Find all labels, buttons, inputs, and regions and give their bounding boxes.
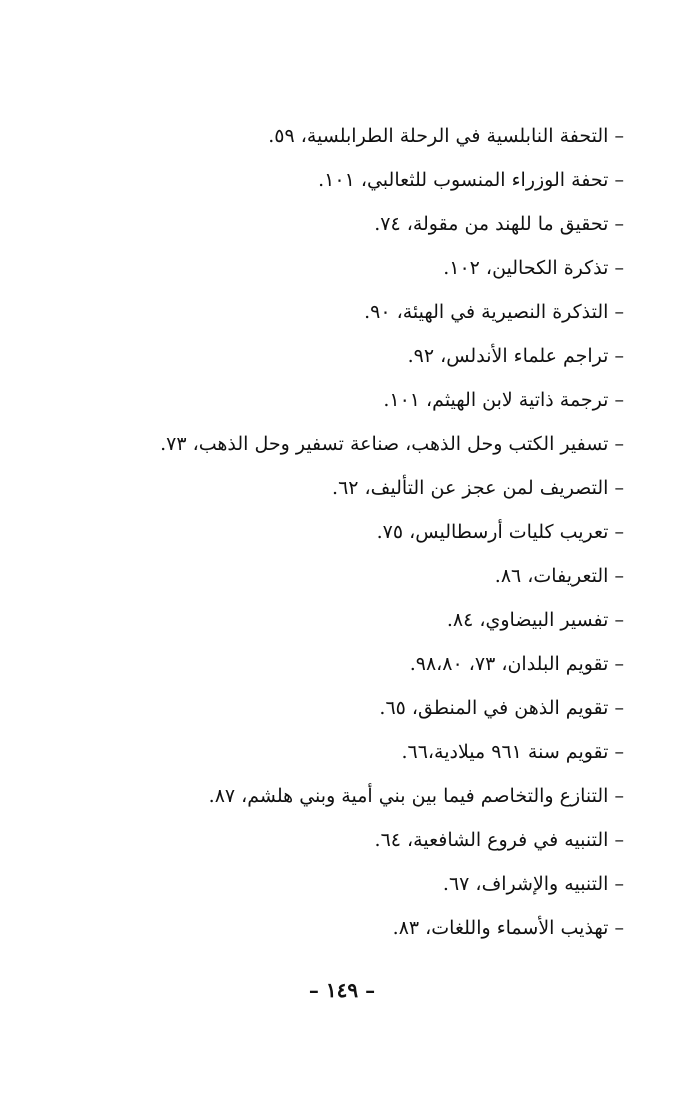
index-entry: – تحقيق ما للهند من مقولة، ٧٤. (374, 213, 624, 235)
index-entry: – ترجمة ذاتية لابن الهيثم، ١٠١. (383, 389, 624, 411)
index-entry: – تعريب كليات أرسطاليس، ٧٥. (376, 521, 624, 543)
index-entry: – تقويم سنة ٩٦١ ميلادية،٦٦. (401, 741, 624, 763)
index-entry: – تحفة الوزراء المنسوب للثعالبي، ١٠١. (318, 169, 624, 191)
index-entry: – التنبيه والإشراف، ٦٧. (442, 873, 624, 895)
index-entry: – تفسير البيضاوي، ٨٤. (446, 609, 624, 631)
page-number: – ١٤٩ – (308, 978, 376, 1002)
index-entry: – التنازع والتخاصم فيما بين بني أمية وبني هلشم، ٨٧. (208, 785, 624, 807)
index-entry: – تهذيب الأسماء واللغات، ٨٣. (392, 917, 624, 939)
index-list (64, 118, 624, 954)
index-entry: – تذكرة الكحالين، ١٠٢. (443, 257, 624, 279)
index-entry: – التصريف لمن عجز عن التأليف، ٦٢. (332, 477, 624, 499)
index-entry: – تقويم البلدان، ٧٣، ٩٨،٨٠. (409, 653, 624, 675)
index-entry: – تقويم الذهن في المنطق، ٦٥. (379, 697, 624, 719)
index-entry: – التنبيه في فروع الشافعية، ٦٤. (374, 829, 624, 851)
index-entry: – تسفير الكتب وحل الذهب، صناعة تسفير وحل الذهب، ٧٣. (160, 433, 624, 455)
index-entry: – تراجم علماء الأندلس، ٩٢. (407, 345, 624, 367)
index-entry: – التذكرة النصيرية في الهيئة، ٩٠. (364, 301, 624, 323)
index-entry: – التعريفات، ٨٦. (494, 565, 624, 587)
index-entry: – التحفة النابلسية في الرحلة الطرابلسية، ٥٩. (268, 125, 624, 147)
